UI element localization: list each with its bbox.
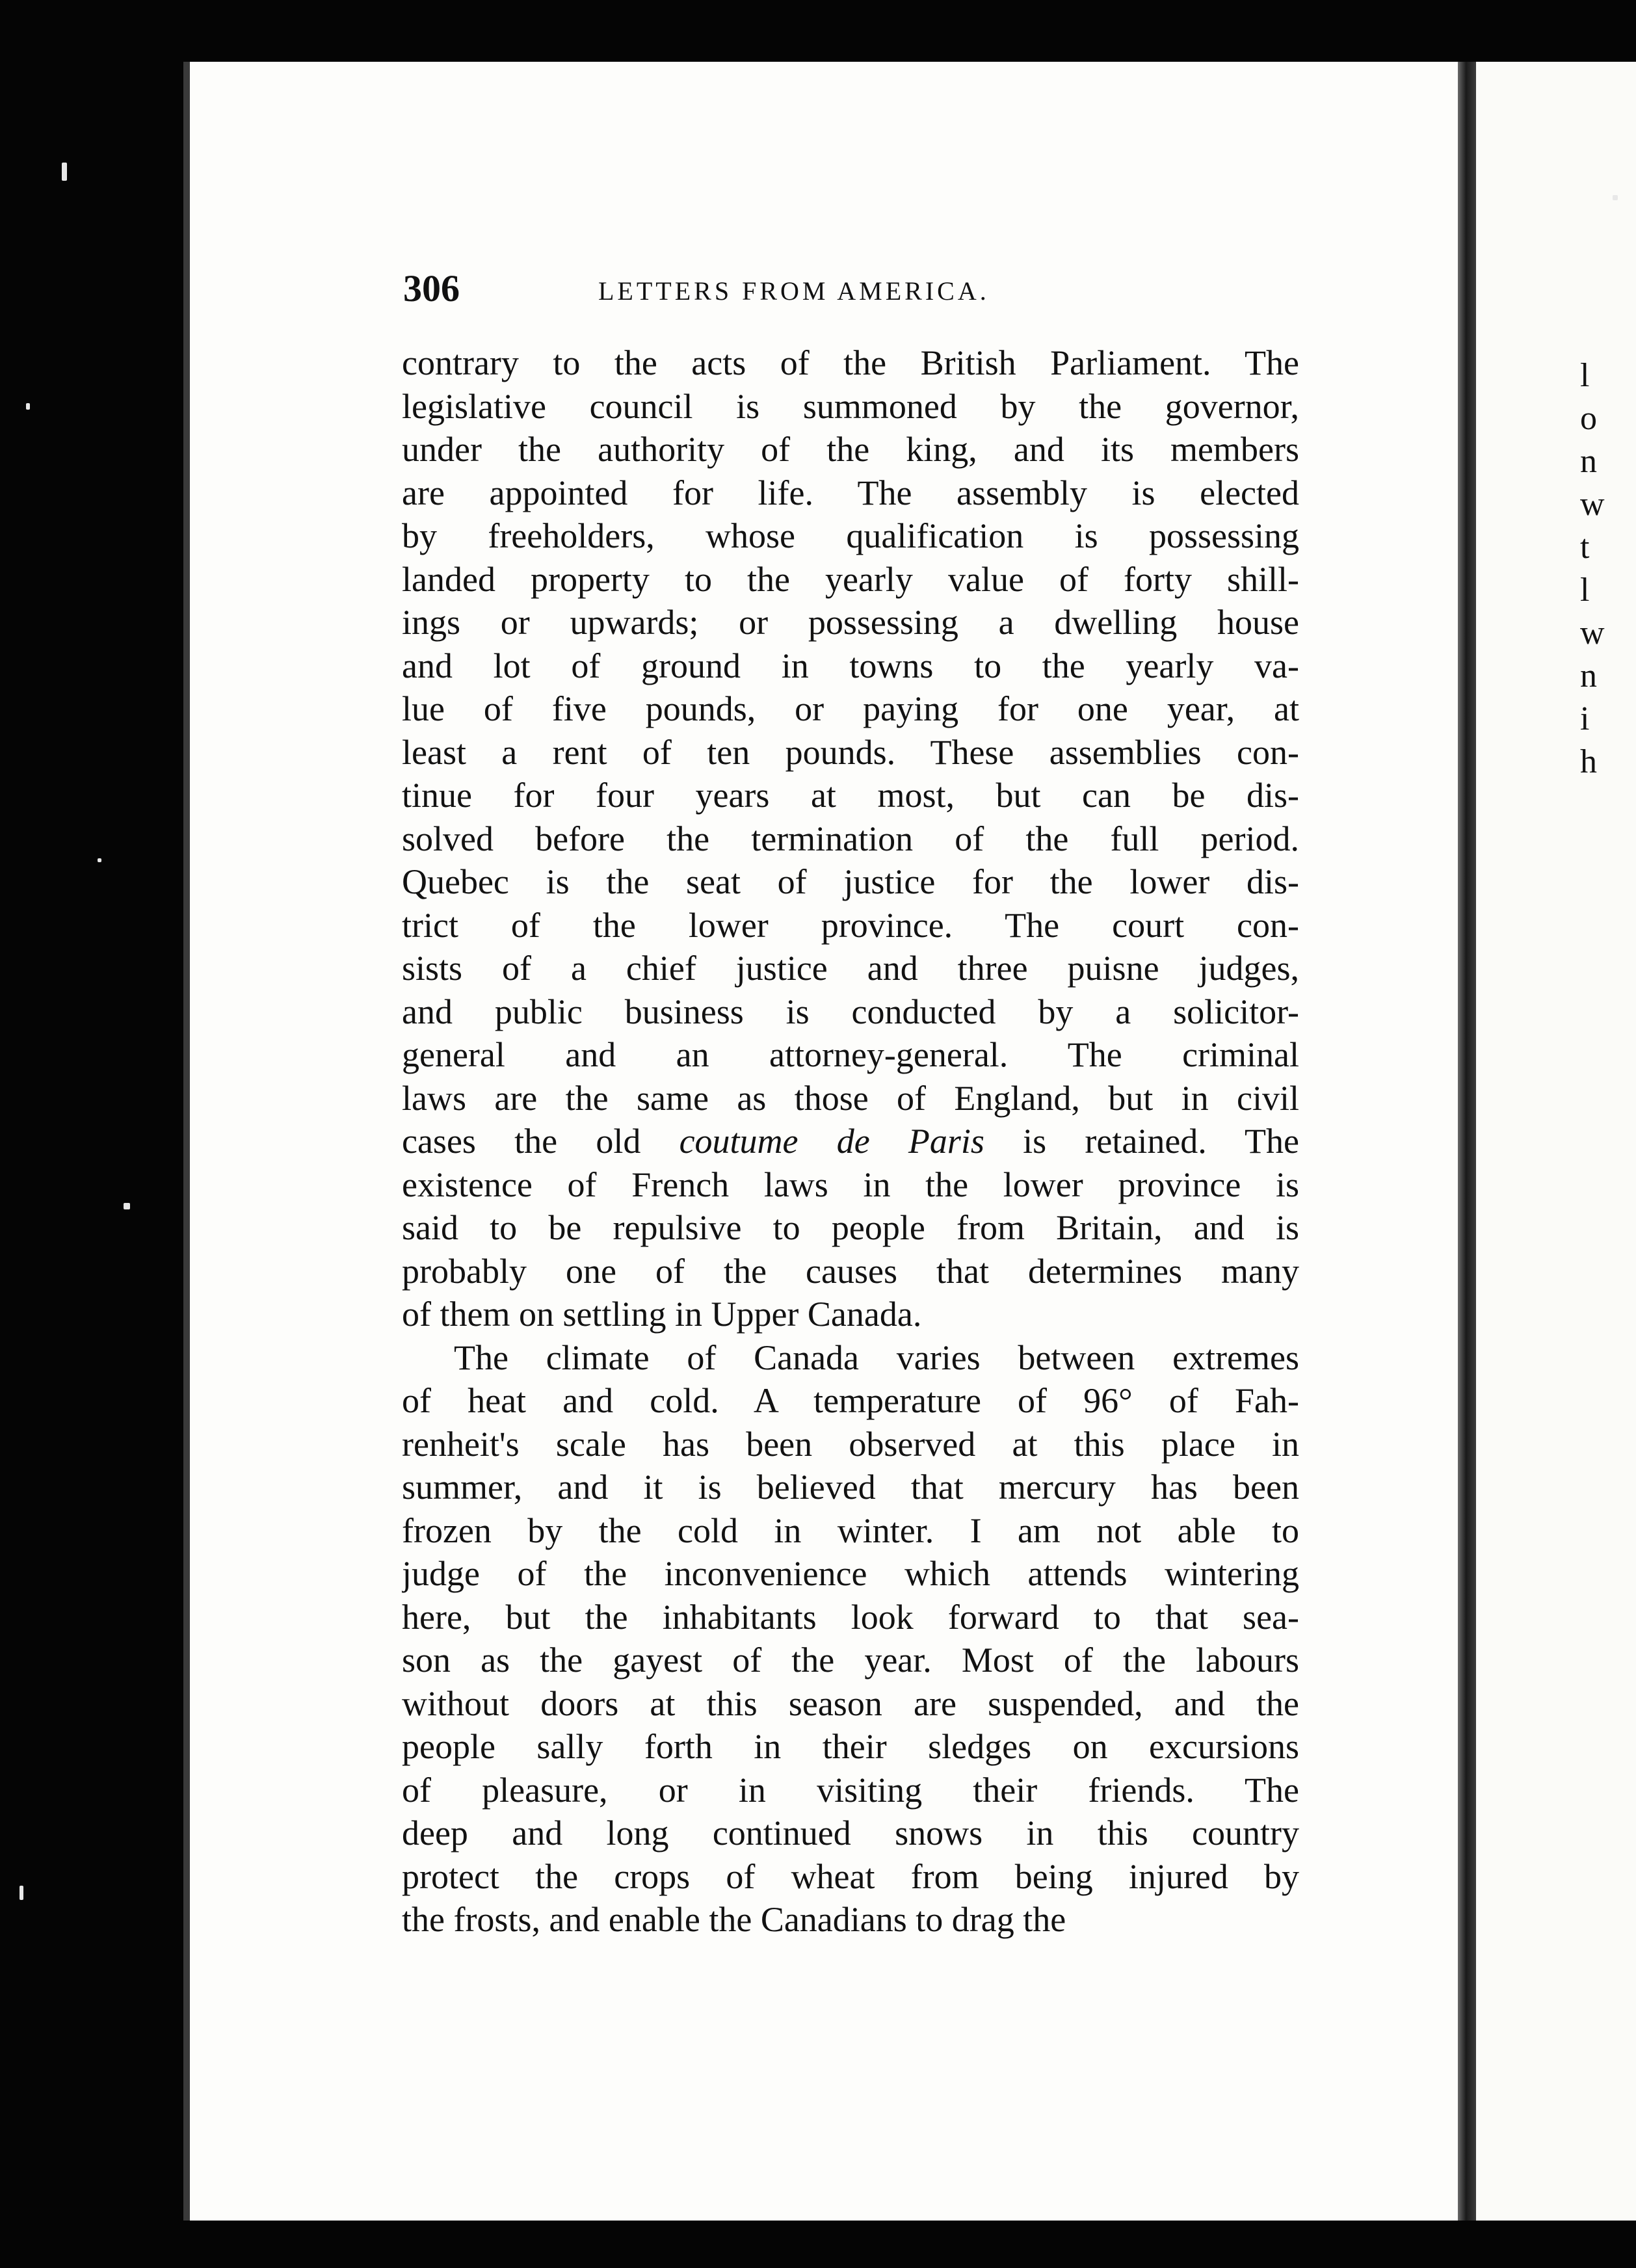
facing-page-fragment: i [1580, 700, 1590, 737]
text-line: existence of French laws in the lower province is [402, 1165, 1299, 1204]
text-line: of them on settling in Upper Canada. [402, 1295, 922, 1334]
text-line: tinue for four years at most, but can be dis- [402, 776, 1299, 815]
film-speck [20, 1886, 23, 1900]
text-run: cases the old [402, 1122, 679, 1161]
text-line: probably one of the causes that determines many [402, 1251, 1299, 1291]
italic-text-run: coutume de Paris [679, 1122, 984, 1161]
text-line: judge of the inconvenience which attends wintering [402, 1554, 1299, 1593]
text-line: The climate of Canada varies between extremes [454, 1338, 1299, 1377]
film-speck [124, 1203, 130, 1209]
text-line: Quebec is the seat of justice for the lower dis- [402, 862, 1299, 901]
text-line: general and an attorney-general. The criminal [402, 1035, 1299, 1074]
text-line: of heat and cold. A temperature of 96° of Fah- [402, 1381, 1299, 1420]
text-line: by freeholders, whose qualification is possessing [402, 516, 1299, 555]
film-speck [98, 858, 101, 862]
text-line: sists of a chief justice and three puisne judges, [402, 949, 1299, 988]
text-line: legislative council is summoned by the governor, [402, 386, 1299, 426]
text-line: deep and long continued snows in this country [402, 1813, 1299, 1853]
text-line: said to be repulsive to people from Britain, and is [402, 1208, 1299, 1247]
text-line: are appointed for life. The assembly is elected [402, 473, 1299, 512]
text-line: frozen by the cold in winter. I am not able to [402, 1510, 1299, 1550]
text-line: ings or upwards; or possessing a dwelling house [402, 603, 1299, 642]
running-title: LETTERS FROM AMERICA. [598, 276, 990, 306]
film-speck [26, 403, 30, 410]
facing-page-fragment: w [1580, 486, 1605, 523]
facing-page-fragment: w [1580, 614, 1605, 652]
text-line: son as the gayest of the year. Most of the labours [402, 1641, 1299, 1680]
text-line: the frosts, and enable the Canadians to drag the [402, 1900, 1066, 1939]
facing-page-fragment: h [1580, 743, 1597, 780]
text-line: least a rent of ten pounds. These assemblies con- [402, 732, 1299, 772]
text-line: landed property to the yearly value of forty shill- [402, 559, 1299, 599]
body-text [402, 341, 1299, 1942]
facing-page-fragment: l [1580, 357, 1590, 394]
text-line: contrary to the acts of the British Parliament. The [402, 343, 1299, 382]
running-head [403, 267, 1313, 312]
text-line [402, 1120, 1299, 1163]
text-run: is retained. The [984, 1122, 1299, 1161]
text-line: here, but the inhabitants look forward to that sea- [402, 1597, 1299, 1637]
facing-page-fragment: n [1580, 443, 1597, 480]
page-number: 306 [403, 267, 460, 310]
text-line: lue of five pounds, or paying for one year, at [402, 689, 1299, 728]
text-line: protect the crops of wheat from being injured by [402, 1856, 1299, 1896]
text-line: without doors at this season are suspended, and the [402, 1683, 1299, 1723]
text-line: and public business is conducted by a solicitor- [402, 992, 1299, 1031]
text-line: summer, and it is believed that mercury has been [402, 1468, 1299, 1507]
facing-page-fragment: l [1580, 572, 1590, 609]
facing-page-fragments [1580, 354, 1636, 784]
page-gutter [1458, 62, 1476, 2221]
facing-page-fragment: o [1580, 400, 1597, 437]
text-line: solved before the termination of the full period. [402, 819, 1299, 858]
text-line: of pleasure, or in visiting their friends. The [402, 1770, 1299, 1810]
text-line: and lot of ground in towns to the yearly va- [402, 646, 1299, 685]
film-speck [1613, 195, 1618, 200]
text-line: people sally forth in their sledges on excursions [402, 1727, 1299, 1766]
text-line: trict of the lower province. The court con- [402, 905, 1299, 945]
film-speck [62, 163, 67, 181]
text-line: laws are the same as those of England, but in civil [402, 1078, 1299, 1118]
facing-page-fragment: n [1580, 657, 1597, 694]
facing-page-fragment: t [1580, 529, 1590, 566]
text-line: renheit's scale has been observed at this place in [402, 1424, 1299, 1464]
text-line: under the authority of the king, and its members [402, 430, 1299, 469]
